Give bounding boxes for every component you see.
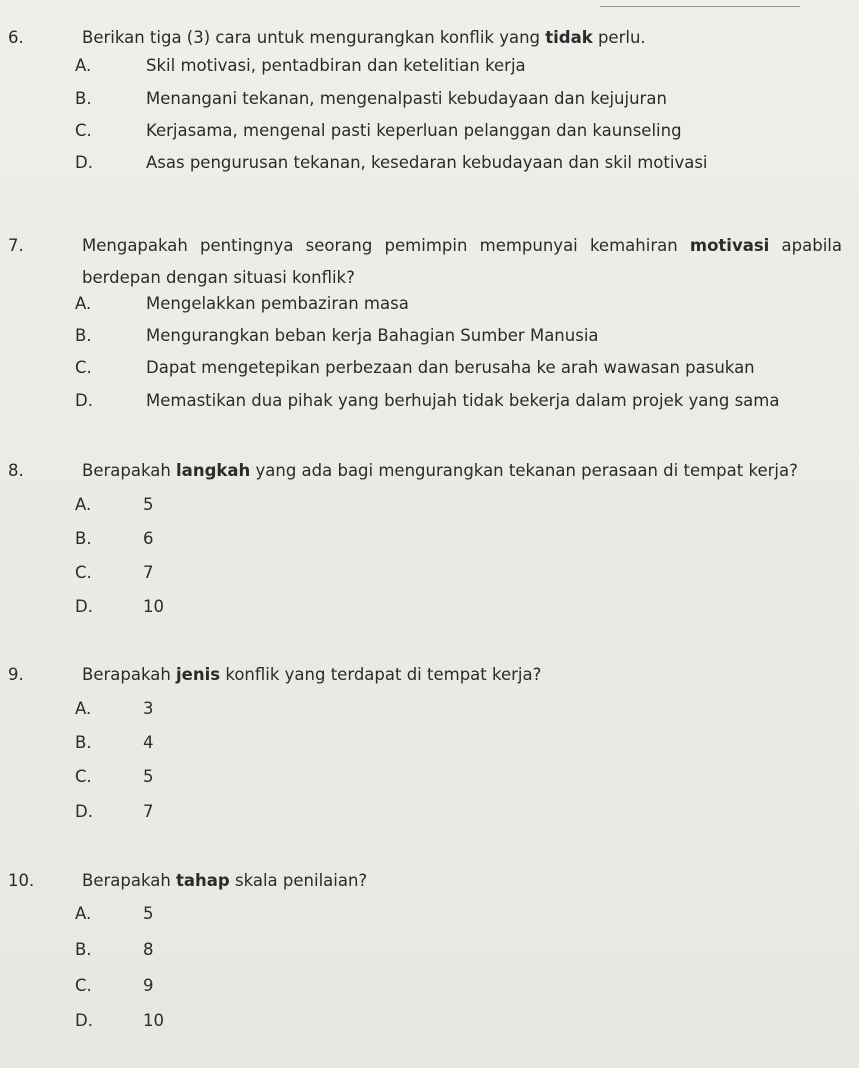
question-9-option-c-text: 5 — [143, 767, 154, 786]
question-9-option-a-text: 3 — [143, 699, 154, 718]
question-10-option-d-text: 10 — [143, 1011, 164, 1030]
question-8-option-d-text: 10 — [143, 597, 164, 616]
question-6-option-d-letter: D. — [75, 153, 93, 172]
question-10-option-c-letter: C. — [75, 976, 92, 995]
question-7-option-c-text: Dapat mengetepikan perbezaan dan berusaha ke arah wawasan pasukan — [146, 358, 755, 377]
question-10-option-b-letter: B. — [75, 940, 92, 959]
question-8-option-a-text: 5 — [143, 495, 154, 514]
question-10-option-b-text: 8 — [143, 940, 154, 959]
question-6-option-b-text: Menangani tekanan, mengenalpasti kebudayaan dan kejujuran — [146, 89, 667, 108]
question-9-option-c-letter: C. — [75, 767, 92, 786]
question-10-option-d-letter: D. — [75, 1011, 93, 1030]
question-10-text: Berapakah tahap skala penilaian? — [82, 871, 368, 890]
question-6-text: Berikan tiga (3) cara untuk mengurangkan konflik yang tidak perlu. — [82, 28, 646, 47]
question-9-text: Berapakah jenis konflik yang terdapat di tempat kerja? — [82, 665, 542, 684]
question-7-number: 7. — [8, 236, 24, 255]
question-8-option-c-text: 7 — [143, 563, 154, 582]
question-6-option-c-text: Kerjasama, mengenal pasti keperluan pelanggan dan kaunseling — [146, 121, 682, 140]
question-10-option-a-text: 5 — [143, 904, 154, 923]
question-8-option-b-text: 6 — [143, 529, 154, 548]
question-7-option-a-letter: A. — [75, 294, 92, 313]
question-6-option-a-text: Skil motivasi, pentadbiran dan ketelitian kerja — [146, 56, 526, 75]
question-10-number: 10. — [8, 871, 35, 890]
question-8-option-d-letter: D. — [75, 597, 93, 616]
question-7-option-d-letter: D. — [75, 391, 93, 410]
question-7-text: Mengapakah pentingnya seorang pemimpin mempunyai kemahiran motivasi apabila berdepan dengan situasi konflik? — [82, 236, 842, 287]
question-9-option-d-text: 7 — [143, 802, 154, 821]
question-9-option-a-letter: A. — [75, 699, 92, 718]
question-6-option-c-letter: C. — [75, 121, 92, 140]
question-10-option-a-letter: A. — [75, 904, 92, 923]
question-9-option-b-letter: B. — [75, 733, 92, 752]
question-9-option-d-letter: D. — [75, 802, 93, 821]
question-10-option-c-text: 9 — [143, 976, 154, 995]
question-7-option-b-text: Mengurangkan beban kerja Bahagian Sumber Manusia — [146, 326, 599, 345]
question-9-option-b-text: 4 — [143, 733, 154, 752]
question-8-option-a-letter: A. — [75, 495, 92, 514]
question-6-option-d-text: Asas pengurusan tekanan, kesedaran kebudayaan dan skil motivasi — [146, 153, 708, 172]
question-7-option-a-text: Mengelakkan pembaziran masa — [146, 294, 409, 313]
question-6-option-a-letter: A. — [75, 56, 92, 75]
question-6-number: 6. — [8, 28, 24, 47]
question-7-option-b-letter: B. — [75, 326, 92, 345]
question-9-number: 9. — [8, 665, 24, 684]
question-6-option-b-letter: B. — [75, 89, 92, 108]
question-8-text: Berapakah langkah yang ada bagi mengurangkan tekanan perasaan di tempat kerja? — [82, 461, 798, 480]
question-8-option-b-letter: B. — [75, 529, 92, 548]
question-8-option-c-letter: C. — [75, 563, 92, 582]
question-8-number: 8. — [8, 461, 24, 480]
question-7-option-c-letter: C. — [75, 358, 92, 377]
question-7-option-d-text: Memastikan dua pihak yang berhujah tidak bekerja dalam projek yang sama — [146, 391, 780, 410]
top-divider — [600, 6, 800, 7]
